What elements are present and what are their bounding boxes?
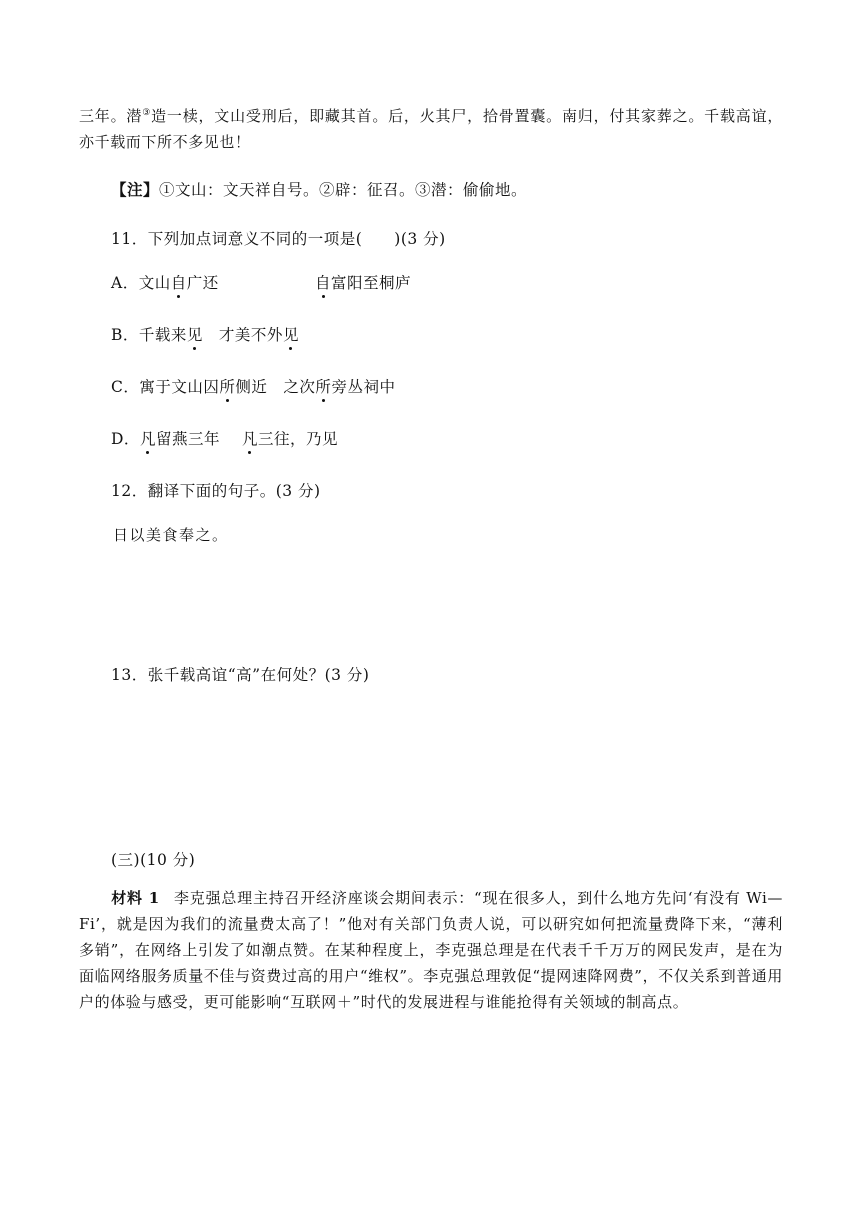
option-b-text: B．千载来 — [111, 326, 187, 344]
emphasized-char: 凡 — [242, 427, 258, 449]
footnote-marker: ③ — [142, 108, 152, 118]
material-1-text: 李克强总理主持召开经济座谈会期间表示：“现在很多人，到什么地方先问‘有没有 Wi—Fi’，就是因为我们的流量费太高了！”他对有关部门负责人说，可以研究如何把流量费降下来，“薄利多销”，在网络上引发了如潮点赞。在某种程度上，李克强总理是在代表千千万万的网民发声，是在为面临网络服务质量不佳与资费过高的用户“维权”。李克强总理敦促“提网速降网费”，不仅关系到普通用户的体验与感受，更可能影响“互联网＋”时代的发展进程与谁能抢得有关领域的制高点。 — [79, 889, 783, 1011]
emphasized-char: 见 — [187, 323, 203, 345]
passage-part-1: 三年。潜 — [79, 107, 143, 125]
emphasized-char: 所 — [315, 375, 331, 397]
note-label: 【注】 — [111, 180, 160, 199]
option-a — [111, 271, 219, 293]
option-c-text: C．寓于文山囚 — [111, 378, 220, 396]
note-text: ①文山：文天祥自号。②辟：征召。③潜：偷偷地。 — [159, 181, 528, 199]
emphasized-char: 见 — [283, 323, 299, 345]
option-d-pair-rest: 三往，乃见 — [257, 430, 338, 448]
question-11-stem: 11．下列加点词意义不同的一项是( )(3 分) — [111, 230, 446, 248]
question-12-sentence: 日以美食奉之。 — [113, 526, 229, 544]
option-b — [111, 323, 299, 345]
option-c-pair: 之次 — [283, 378, 316, 396]
option-a-text: A．文山 — [111, 274, 171, 292]
emphasized-char: 自 — [171, 271, 187, 293]
emphasized-char: 凡 — [140, 427, 156, 449]
emphasized-char: 自 — [315, 271, 331, 293]
passage-text — [79, 103, 783, 155]
option-d — [111, 427, 338, 449]
option-c-text-rest: 侧近 — [235, 378, 268, 396]
option-d-text-rest: 留燕三年 — [155, 430, 220, 448]
section-3-heading: (三)(10 分) — [111, 851, 196, 869]
option-a-text-rest: 广还 — [186, 274, 219, 292]
question-12-stem: 12．翻译下面的句子。(3 分) — [111, 482, 321, 500]
material-1-label: 材料 1 — [111, 889, 160, 907]
passage-part-2: 造一椟，文山受刑后，即藏其首。后，火其尸，拾骨置囊。南归，付其家葬之。千载高谊，亦千载而下所不多见也！ — [79, 107, 783, 151]
material-1-paragraph — [79, 885, 783, 1015]
option-a-pair-rest: 富阳至桐庐 — [331, 274, 412, 292]
question-13-stem: 13．张千载高谊“高”在何处？(3 分) — [111, 666, 370, 684]
option-c-pair-rest: 旁丛祠中 — [331, 378, 396, 396]
option-d-text: D． — [111, 430, 140, 448]
option-b-pair: 才美不外 — [218, 326, 283, 344]
emphasized-char: 所 — [219, 375, 235, 397]
option-a-pair — [315, 271, 411, 293]
option-c — [111, 375, 395, 397]
annotation-note — [111, 178, 527, 200]
